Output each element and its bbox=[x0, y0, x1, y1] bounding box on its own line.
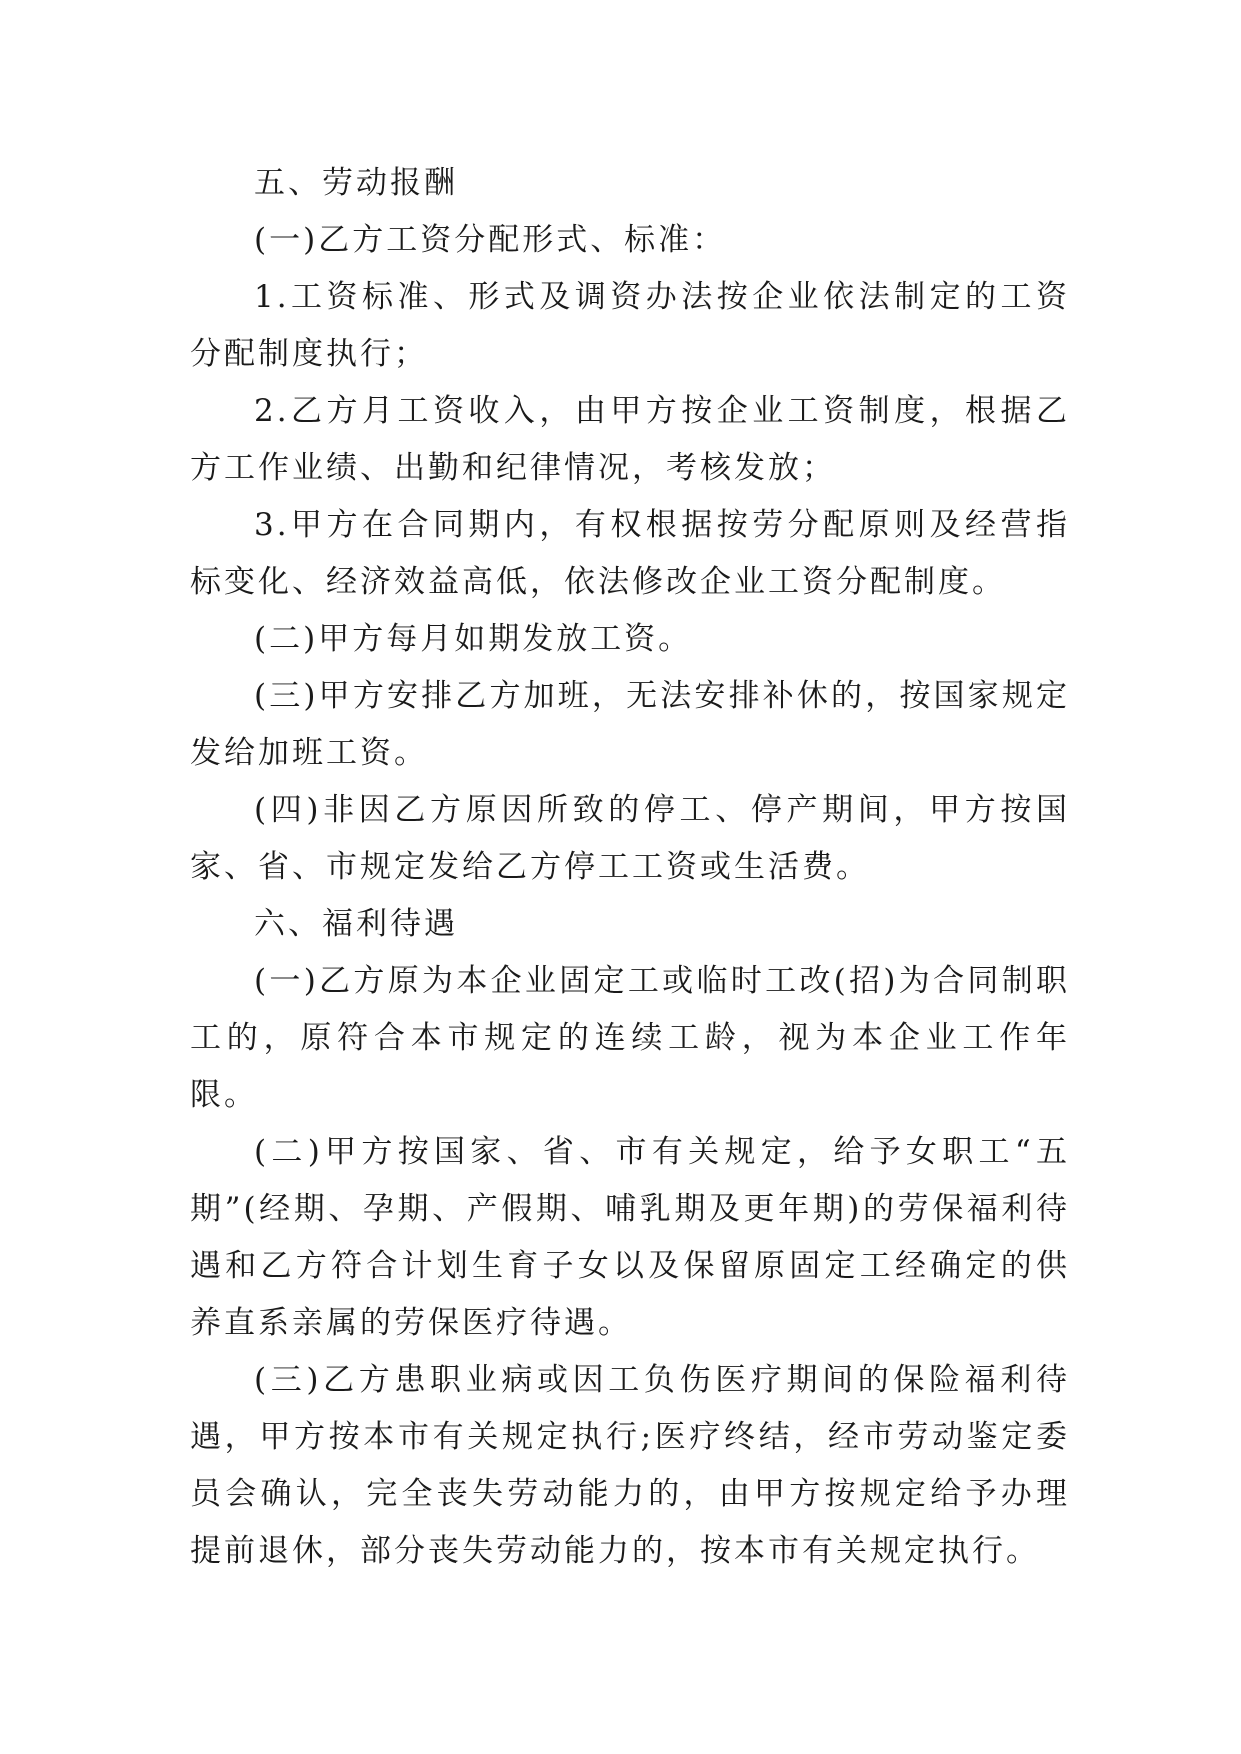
paragraph: (二)甲方每月如期发放工资。 bbox=[254, 621, 693, 657]
section-heading-labor-remuneration: 五、劳动报酬 bbox=[254, 165, 458, 201]
paragraph: (三)甲方安排乙方加班，无法安排补休的，按国家规定发给加班工资。 bbox=[190, 678, 1070, 771]
paragraph: 1.工资标准、形式及调资办法按企业依法制定的工资分配制度执行； bbox=[190, 279, 1070, 372]
paragraph: (一)乙方原为本企业固定工或临时工改(招)为合同制职工的，原符合本市规定的连续工龄，视为本企业工作年限。 bbox=[190, 963, 1070, 1113]
document-body bbox=[190, 155, 1070, 1580]
paragraph: (二)甲方按国家、省、市有关规定，给予女职工“五期”(经期、孕期、产假期、哺乳期及更年期)的劳保福利待遇和乙方符合计划生育子女以及保留原固定工经确定的供养直系亲属的劳保医疗待遇。 bbox=[190, 1134, 1070, 1341]
paragraph: (一)乙方工资分配形式、标准： bbox=[254, 222, 727, 258]
paragraph: 3.甲方在合同期内，有权根据按劳分配原则及经营指标变化、经济效益高低，依法修改企业工资分配制度。 bbox=[190, 507, 1070, 600]
paragraph: 2.乙方月工资收入，由甲方按企业工资制度，根据乙方工作业绩、出勤和纪律情况，考核发放； bbox=[190, 393, 1070, 486]
section-heading-welfare: 六、福利待遇 bbox=[254, 906, 458, 942]
paragraph: (三)乙方患职业病或因工负伤医疗期间的保险福利待遇，甲方按本市有关规定执行;医疗终结，经市劳动鉴定委员会确认，完全丧失劳动能力的，由甲方按规定给予办理提前退休，部分丧失劳动能力的，按本市有关规定执行。 bbox=[190, 1362, 1070, 1569]
paragraph: (四)非因乙方原因所致的停工、停产期间，甲方按国家、省、市规定发给乙方停工工资或生活费。 bbox=[190, 792, 1070, 885]
